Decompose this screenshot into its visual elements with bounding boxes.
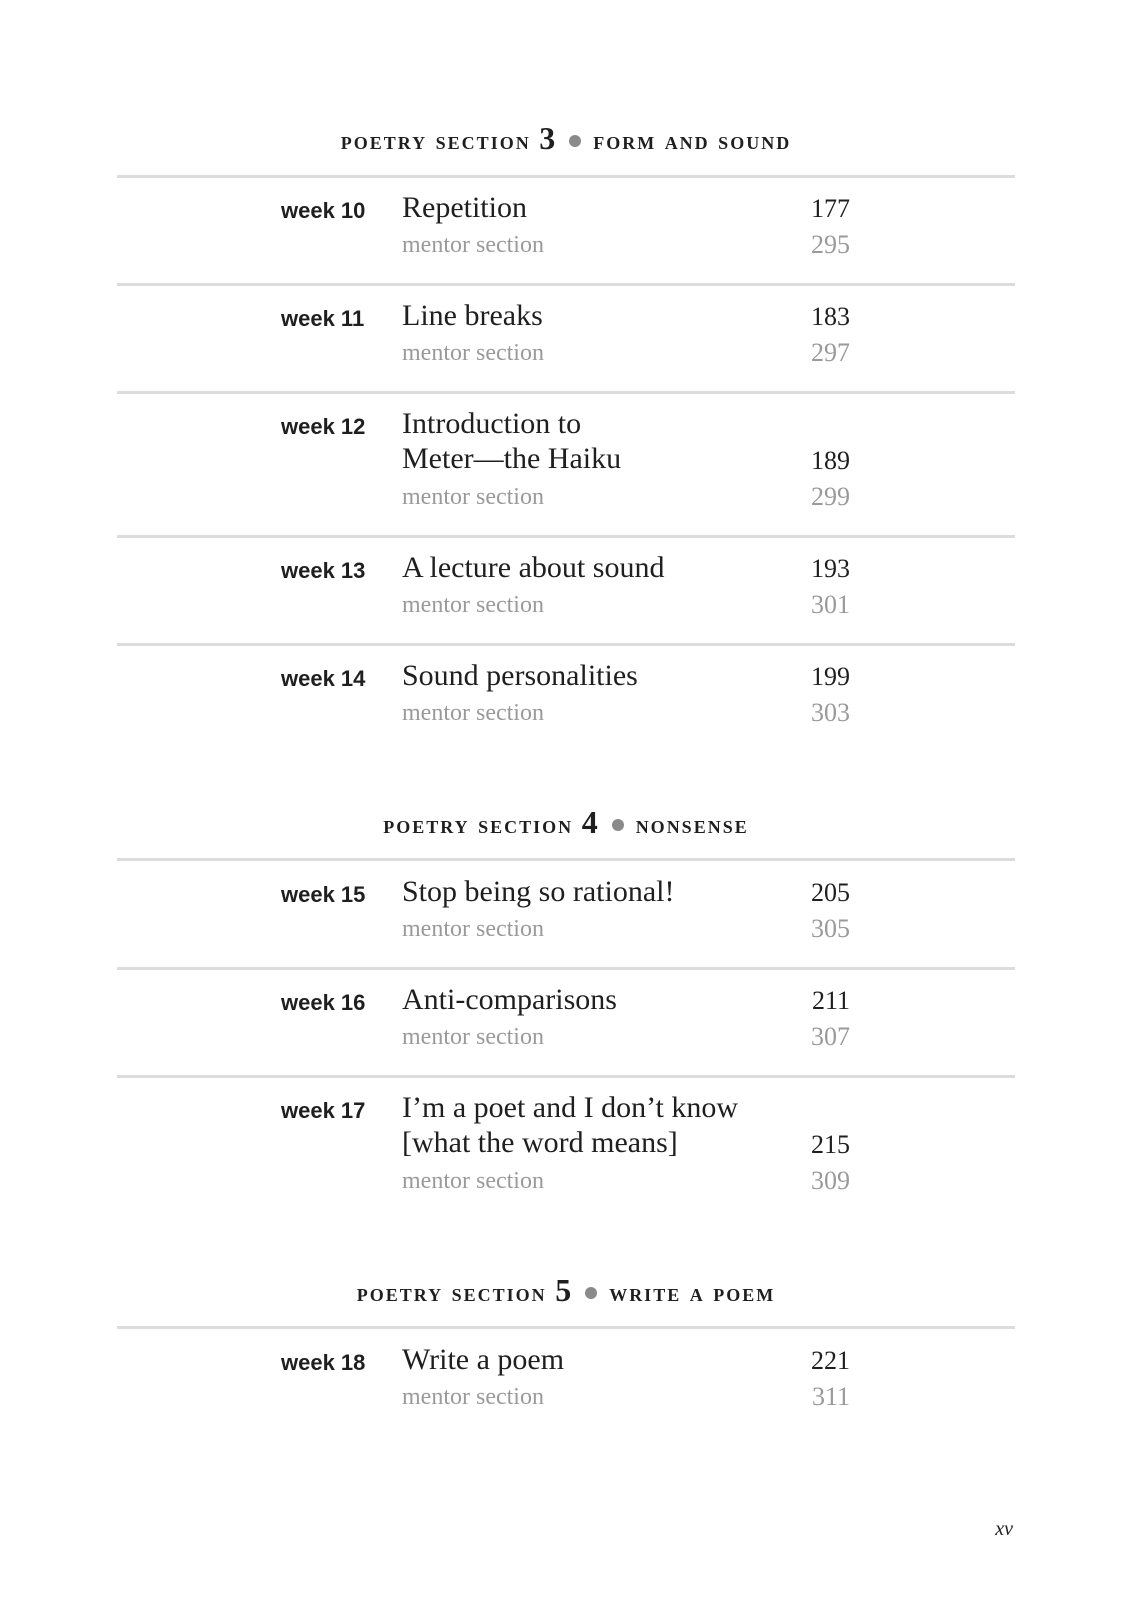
bullet-icon xyxy=(569,135,581,147)
section-subtitle: write a poem xyxy=(609,1278,776,1307)
mentor-page-number[interactable]: 303 xyxy=(811,698,850,727)
divider xyxy=(117,967,1015,970)
page-number[interactable]: 211 xyxy=(811,986,850,1015)
section-subtitle: nonsense xyxy=(635,810,749,839)
section-heading xyxy=(0,802,1132,842)
mentor-section-label[interactable]: mentor section xyxy=(402,1024,544,1050)
page-number[interactable]: 205 xyxy=(811,878,850,907)
section-label: poetry section xyxy=(383,810,574,839)
section-heading xyxy=(0,118,1132,158)
section-number: 5 xyxy=(555,1272,574,1308)
divider xyxy=(117,858,1015,861)
mentor-section-label[interactable]: mentor section xyxy=(402,916,544,942)
page-number[interactable]: 221 xyxy=(811,1346,850,1375)
week-label: week 16 xyxy=(281,990,366,1015)
week-label: week 18 xyxy=(281,1350,366,1375)
week-label: week 11 xyxy=(281,306,365,331)
entry-title-line-2[interactable]: [what the word means] xyxy=(402,1126,678,1159)
entry-title[interactable]: Anti-comparisons xyxy=(402,983,617,1016)
mentor-page-number[interactable]: 301 xyxy=(811,590,850,619)
mentor-section-label[interactable]: mentor section xyxy=(402,1384,544,1410)
section-number: 4 xyxy=(581,804,600,840)
mentor-page-number[interactable]: 307 xyxy=(811,1022,850,1051)
section-label: poetry section xyxy=(356,1278,547,1307)
section-subtitle: form and sound xyxy=(593,126,792,155)
entry-title[interactable]: Line breaks xyxy=(402,299,543,332)
page-folio: xv xyxy=(995,1518,1013,1540)
page-number[interactable]: 177 xyxy=(811,194,850,223)
page-number[interactable]: 183 xyxy=(811,302,850,331)
week-label: week 14 xyxy=(281,666,366,691)
mentor-section-label[interactable]: mentor section xyxy=(402,232,544,258)
entry-title[interactable]: Write a poem xyxy=(402,1343,565,1376)
entry-title[interactable]: Repetition xyxy=(402,191,527,224)
divider xyxy=(117,175,1015,178)
section-4 xyxy=(0,802,1132,842)
divider xyxy=(117,1075,1015,1078)
week-label: week 10 xyxy=(281,198,366,223)
page-number[interactable]: 199 xyxy=(811,662,850,691)
week-label: week 12 xyxy=(281,414,366,439)
section-label: poetry section xyxy=(340,126,531,155)
divider xyxy=(117,391,1015,394)
week-label: week 15 xyxy=(281,882,366,907)
divider xyxy=(117,283,1015,286)
mentor-page-number[interactable]: 295 xyxy=(811,230,850,259)
entry-title-line-1[interactable]: I’m a poet and I don’t know xyxy=(402,1091,739,1124)
mentor-section-label[interactable]: mentor section xyxy=(402,592,544,618)
entry-title[interactable]: A lecture about sound xyxy=(402,551,665,584)
mentor-page-number[interactable]: 305 xyxy=(811,914,850,943)
entry-title-line-2[interactable]: Meter—the Haiku xyxy=(402,442,622,475)
mentor-page-number[interactable]: 309 xyxy=(811,1166,850,1195)
week-label: week 13 xyxy=(281,558,366,583)
divider xyxy=(117,643,1015,646)
page-number[interactable]: 189 xyxy=(811,446,850,475)
entry-title-line-1[interactable]: Introduction to xyxy=(402,407,582,440)
entry-title[interactable]: Stop being so rational! xyxy=(402,875,675,908)
mentor-page-number[interactable]: 297 xyxy=(811,338,850,367)
bullet-icon xyxy=(585,1287,597,1299)
divider xyxy=(117,535,1015,538)
mentor-section-label[interactable]: mentor section xyxy=(402,484,544,510)
section-5 xyxy=(0,1270,1132,1310)
week-label: week 17 xyxy=(281,1098,366,1123)
section-heading xyxy=(0,1270,1132,1310)
section-3 xyxy=(0,118,1132,158)
entry-title[interactable]: Sound personalities xyxy=(402,659,638,692)
mentor-page-number[interactable]: 299 xyxy=(811,482,850,511)
section-number: 3 xyxy=(539,120,558,156)
page-number[interactable]: 215 xyxy=(811,1130,850,1159)
bullet-icon xyxy=(612,819,624,831)
mentor-section-label[interactable]: mentor section xyxy=(402,340,544,366)
mentor-section-label[interactable]: mentor section xyxy=(402,1168,544,1194)
divider xyxy=(117,1326,1015,1329)
mentor-page-number[interactable]: 311 xyxy=(811,1382,850,1411)
mentor-section-label[interactable]: mentor section xyxy=(402,700,544,726)
page-number[interactable]: 193 xyxy=(811,554,850,583)
